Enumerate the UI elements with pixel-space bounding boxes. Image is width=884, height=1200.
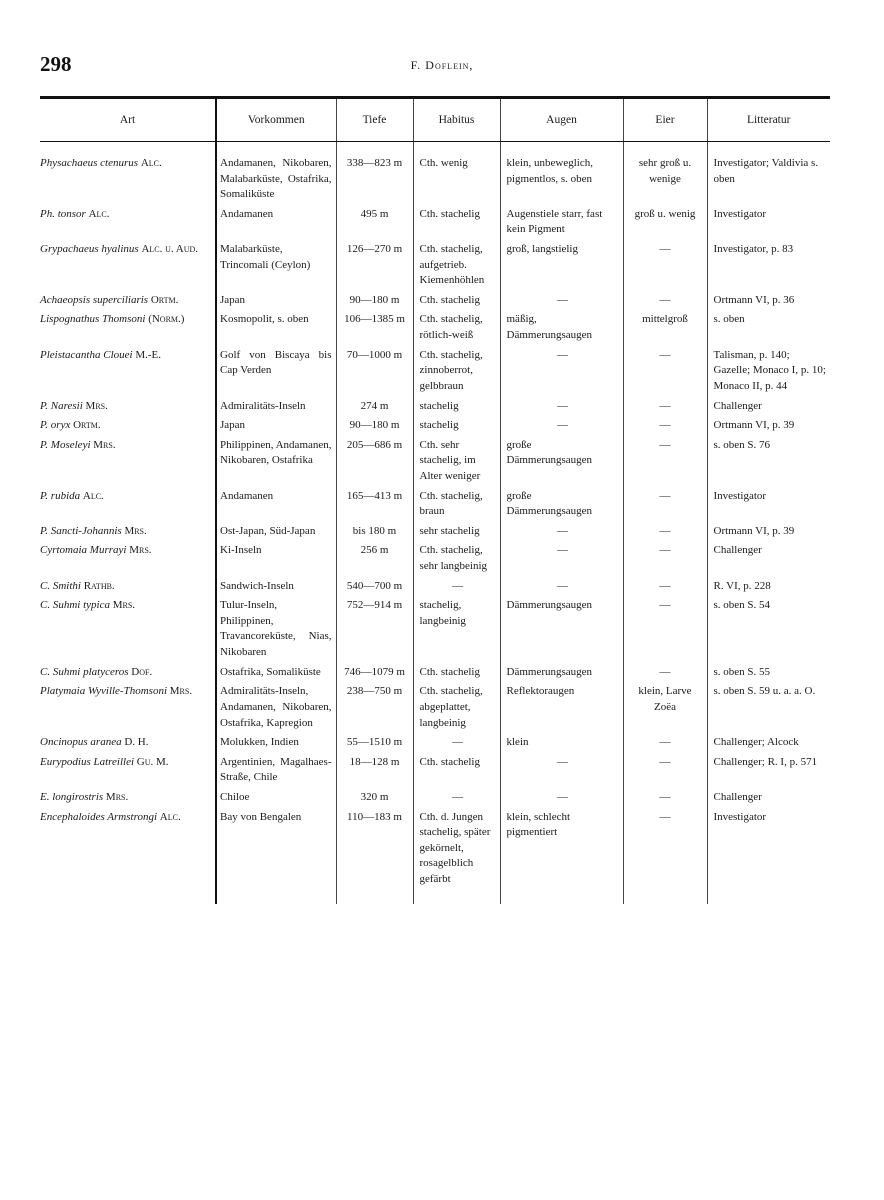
species-authority: Gu. M.: [136, 755, 169, 768]
cell-vorkommen: Tulur-Inseln, Philippinen, Travancoreküste, Nias, Nikobaren: [216, 598, 336, 664]
table-row: [40, 735, 830, 755]
header-habitus: Habitus: [413, 99, 500, 142]
cell-art: [40, 312, 216, 347]
cell-vorkommen: Japan: [216, 418, 336, 438]
cell-augen: —: [500, 755, 623, 790]
table-row: [40, 399, 830, 419]
cell-art: [40, 142, 216, 207]
cell-art: [40, 207, 216, 242]
cell-litteratur: s. oben S. 54: [707, 598, 830, 664]
cell-tiefe: 106—1385 m: [336, 312, 413, 347]
cell-augen: —: [500, 790, 623, 810]
cell-art: [40, 242, 216, 293]
cell-augen: Dämmerungsaugen: [500, 598, 623, 664]
table-row: [40, 684, 830, 735]
cell-litteratur: Talisman, p. 140; Gazelle; Monaco I, p. 10; Monaco II, p. 44: [707, 348, 830, 399]
cell-augen: klein: [500, 735, 623, 755]
species-authority: Mrs.: [112, 599, 136, 612]
species-authority: Ortm.: [150, 293, 179, 306]
cell-augen: —: [500, 418, 623, 438]
table-row: [40, 418, 830, 438]
species-name: C. Smithi: [40, 579, 81, 592]
species-authority: Mrs.: [169, 685, 193, 698]
species-authority: Alc.: [159, 810, 181, 823]
cell-augen: —: [500, 524, 623, 544]
cell-art: [40, 579, 216, 599]
species-authority: Mrs.: [93, 438, 116, 451]
cell-art: [40, 399, 216, 419]
table-row: [40, 665, 830, 685]
cell-habitus: Cth. stachelig: [413, 755, 500, 790]
cell-tiefe: 752—914 m: [336, 598, 413, 664]
species-authority: M.-E.: [135, 348, 161, 361]
cell-litteratur: Ortmann VI, p. 39: [707, 418, 830, 438]
cell-litteratur: Investigator, p. 83: [707, 242, 830, 293]
cell-eier: klein, Larve Zoëa: [623, 684, 707, 735]
species-name: Cyrtomaia Murrayi: [40, 544, 127, 557]
cell-augen: Dämmerungsaugen: [500, 665, 623, 685]
cell-litteratur: Challenger: [707, 399, 830, 419]
table-row: [40, 293, 830, 313]
cell-tiefe: 338—823 m: [336, 142, 413, 207]
cell-habitus: —: [413, 735, 500, 755]
table-row: [40, 543, 830, 578]
cell-habitus: Cth. stachelig, sehr langbeinig: [413, 543, 500, 578]
table-row: [40, 755, 830, 790]
cell-eier: sehr groß u. wenige: [623, 142, 707, 207]
cell-habitus: Cth. stachelig, rötlich-weiß: [413, 312, 500, 347]
cell-habitus: Cth. stachelig, abgeplattet, langbeinig: [413, 684, 500, 735]
header-art: Art: [40, 99, 216, 142]
cell-art: [40, 665, 216, 685]
cell-tiefe: 238—750 m: [336, 684, 413, 735]
cell-tiefe: 90—180 m: [336, 293, 413, 313]
species-name: Oncinopus aranea: [40, 736, 122, 749]
species-authority: Mrs.: [85, 399, 108, 412]
cell-habitus: Cth. stachelig, zinnoberrot, gelbbraun: [413, 348, 500, 399]
cell-eier: —: [623, 293, 707, 313]
cell-litteratur: Ortmann VI, p. 39: [707, 524, 830, 544]
cell-art: [40, 735, 216, 755]
cell-litteratur: Investigator: [707, 207, 830, 242]
species-authority: D. H.: [124, 736, 149, 749]
species-name: E. longirostris: [40, 790, 104, 803]
table-row: [40, 438, 830, 489]
cell-augen: —: [500, 293, 623, 313]
cell-art: [40, 790, 216, 810]
cell-vorkommen: Admiralitäts-Inseln: [216, 399, 336, 419]
cell-eier: mittelgroß: [623, 312, 707, 347]
header-litteratur: Litteratur: [707, 99, 830, 142]
cell-vorkommen: Sandwich-Inseln: [216, 579, 336, 599]
cell-tiefe: bis 180 m: [336, 524, 413, 544]
cell-vorkommen: Bay von Bengalen: [216, 810, 336, 904]
cell-art: [40, 293, 216, 313]
cell-vorkommen: Andamanen: [216, 207, 336, 242]
species-table-grid: [40, 99, 830, 904]
cell-litteratur: s. oben S. 76: [707, 438, 830, 489]
cell-litteratur: R. VI, p. 228: [707, 579, 830, 599]
species-name: Physachaeus ctenurus: [40, 157, 139, 169]
species-authority: Mrs.: [105, 790, 129, 803]
cell-art: [40, 438, 216, 489]
cell-litteratur: Challenger: [707, 790, 830, 810]
species-authority: Mrs.: [124, 524, 147, 537]
cell-tiefe: 165—413 m: [336, 489, 413, 524]
cell-tiefe: 274 m: [336, 399, 413, 419]
header-augen: Augen: [500, 99, 623, 142]
cell-augen: Augenstiele starr, fast kein Pigment: [500, 207, 623, 242]
species-authority: Ortm.: [73, 419, 101, 432]
cell-augen: —: [500, 543, 623, 578]
cell-tiefe: 540—700 m: [336, 579, 413, 599]
cell-habitus: Cth. stachelig, braun: [413, 489, 500, 524]
cell-eier: —: [623, 489, 707, 524]
cell-art: [40, 418, 216, 438]
cell-litteratur: Ortmann VI, p. 36: [707, 293, 830, 313]
cell-vorkommen: Japan: [216, 293, 336, 313]
cell-eier: —: [623, 598, 707, 664]
species-authority: Rathb.: [83, 579, 115, 592]
cell-eier: —: [623, 790, 707, 810]
cell-vorkommen: Malabarküste, Trincomali (Ceylon): [216, 242, 336, 293]
cell-vorkommen: Andamanen, Nikobaren, Malabarküste, Ostafrika, Somaliküste: [216, 142, 336, 207]
cell-eier: —: [623, 242, 707, 293]
cell-art: [40, 489, 216, 524]
running-head: F. Doflein,: [410, 58, 474, 72]
cell-eier: —: [623, 418, 707, 438]
cell-eier: groß u. wenig: [623, 207, 707, 242]
cell-eier: —: [623, 735, 707, 755]
cell-litteratur: Investigator: [707, 489, 830, 524]
species-name: Grypachaeus hyalinus: [40, 243, 139, 256]
header-tiefe: Tiefe: [336, 99, 413, 142]
cell-augen: große Dämmerungsaugen: [500, 438, 623, 489]
table-row: [40, 242, 830, 293]
cell-vorkommen: Kosmopolit, s. oben: [216, 312, 336, 347]
table-row: [40, 524, 830, 544]
cell-eier: —: [623, 524, 707, 544]
cell-habitus: Cth. stachelig: [413, 665, 500, 685]
cell-augen: klein, unbeweglich, pigmentlos, s. oben: [500, 142, 623, 207]
cell-tiefe: 205—686 m: [336, 438, 413, 489]
cell-vorkommen: Ki-Inseln: [216, 543, 336, 578]
cell-augen: große Dämmerungsaugen: [500, 489, 623, 524]
cell-eier: —: [623, 399, 707, 419]
cell-augen: —: [500, 399, 623, 419]
cell-habitus: —: [413, 579, 500, 599]
cell-habitus: Cth. stachelig: [413, 293, 500, 313]
cell-habitus: Cth. stachelig, aufgetrieb. Kiemenhöhlen: [413, 242, 500, 293]
cell-habitus: Cth. stachelig: [413, 207, 500, 242]
species-authority: Alc.: [88, 207, 110, 220]
cell-tiefe: 495 m: [336, 207, 413, 242]
cell-litteratur: Investigator: [707, 810, 830, 904]
cell-tiefe: 746—1079 m: [336, 665, 413, 685]
species-name: C. Suhmi typica: [40, 599, 110, 612]
cell-litteratur: s. oben S. 55: [707, 665, 830, 685]
cell-vorkommen: Golf von Biscaya bis Cap Verden: [216, 348, 336, 399]
species-name: P. rubida: [40, 489, 81, 502]
cell-habitus: Cth. d. Jungen stachelig, später gekörnelt, rosagelblich gefärbt: [413, 810, 500, 904]
species-name: Ph. tonsor: [40, 207, 86, 220]
cell-habitus: sehr stachelig: [413, 524, 500, 544]
table-row: [40, 207, 830, 242]
cell-tiefe: 256 m: [336, 543, 413, 578]
cell-tiefe: 320 m: [336, 790, 413, 810]
cell-eier: —: [623, 665, 707, 685]
cell-augen: —: [500, 348, 623, 399]
cell-vorkommen: Ost-Japan, Süd-Japan: [216, 524, 336, 544]
species-name: P. Moseleyi: [40, 438, 91, 451]
header-eier: Eier: [623, 99, 707, 142]
species-name: P. Naresii: [40, 399, 83, 412]
cell-habitus: Cth. sehr stachelig, im Alter weniger: [413, 438, 500, 489]
species-name: P. oryx: [40, 419, 71, 432]
cell-augen: mäßig, Dämmerungsaugen: [500, 312, 623, 347]
cell-habitus: —: [413, 790, 500, 810]
table-row: [40, 348, 830, 399]
cell-eier: —: [623, 438, 707, 489]
page-number: 298: [40, 52, 72, 76]
cell-art: [40, 348, 216, 399]
species-name: C. Suhmi platyceros: [40, 665, 129, 678]
cell-art: [40, 598, 216, 664]
species-authority: Alc. u. Aud.: [141, 243, 199, 256]
table-row: [40, 790, 830, 810]
cell-eier: —: [623, 810, 707, 904]
species-name: Pleistacantha Clouei: [40, 348, 133, 361]
species-name: Achaeopsis superciliaris: [40, 293, 149, 306]
cell-tiefe: 110—183 m: [336, 810, 413, 904]
cell-litteratur: Challenger; R. I, p. 571: [707, 755, 830, 790]
cell-habitus: Cth. wenig: [413, 142, 500, 207]
table-row: [40, 489, 830, 524]
cell-tiefe: 70—1000 m: [336, 348, 413, 399]
cell-vorkommen: Ostafrika, Somaliküste: [216, 665, 336, 685]
cell-litteratur: Challenger; Alcock: [707, 735, 830, 755]
cell-litteratur: s. oben S. 59 u. a. a. O.: [707, 684, 830, 735]
table-row: [40, 142, 830, 207]
species-table: [40, 96, 830, 904]
species-authority: Alc.: [140, 157, 162, 169]
table-body: [40, 142, 830, 904]
cell-eier: —: [623, 543, 707, 578]
cell-litteratur: Challenger: [707, 543, 830, 578]
cell-art: [40, 755, 216, 790]
species-name: P. Sancti-Johannis: [40, 524, 122, 537]
cell-art: [40, 543, 216, 578]
cell-augen: groß, langstielig: [500, 242, 623, 293]
species-name: Encephaloides Armstrongi: [40, 810, 158, 823]
cell-eier: —: [623, 348, 707, 399]
cell-tiefe: 55—1510 m: [336, 735, 413, 755]
species-name: Eurypodius Latreillei: [40, 755, 135, 768]
cell-vorkommen: Chiloe: [216, 790, 336, 810]
table-row: [40, 579, 830, 599]
table-row: [40, 312, 830, 347]
cell-vorkommen: Admiralitäts-Inseln, Andamanen, Nikobaren, Ostafrika, Kapregion: [216, 684, 336, 735]
table-row: [40, 810, 830, 904]
cell-eier: —: [623, 579, 707, 599]
cell-tiefe: 126—270 m: [336, 242, 413, 293]
species-authority: (Norm.): [148, 313, 185, 326]
species-authority: Alc.: [82, 489, 104, 502]
cell-art: [40, 810, 216, 904]
species-authority: Mrs.: [129, 544, 152, 557]
species-authority: Dof.: [131, 665, 153, 678]
cell-augen: Reflektoraugen: [500, 684, 623, 735]
species-name: Platymaia Wyville-Thomsoni: [40, 685, 167, 698]
cell-tiefe: 90—180 m: [336, 418, 413, 438]
cell-vorkommen: Andamanen: [216, 489, 336, 524]
cell-vorkommen: Argentinien, Magalhaes-Straße, Chile: [216, 755, 336, 790]
cell-art: [40, 524, 216, 544]
cell-habitus: stachelig: [413, 399, 500, 419]
cell-litteratur: Investigator; Valdivia s. oben: [707, 142, 830, 207]
cell-augen: klein, schlecht pigmentiert: [500, 810, 623, 904]
cell-vorkommen: Molukken, Indien: [216, 735, 336, 755]
cell-eier: —: [623, 755, 707, 790]
species-name: Lispognathus Thomsoni: [40, 313, 146, 326]
cell-vorkommen: Philippinen, Andamanen, Nikobaren, Ostafrika: [216, 438, 336, 489]
cell-habitus: stachelig, langbeinig: [413, 598, 500, 664]
cell-habitus: stachelig: [413, 418, 500, 438]
header-vorkommen: Vorkommen: [216, 99, 336, 142]
cell-augen: —: [500, 579, 623, 599]
cell-art: [40, 684, 216, 735]
cell-litteratur: s. oben: [707, 312, 830, 347]
table-row: [40, 598, 830, 664]
cell-tiefe: 18—128 m: [336, 755, 413, 790]
table-header: [40, 99, 830, 142]
